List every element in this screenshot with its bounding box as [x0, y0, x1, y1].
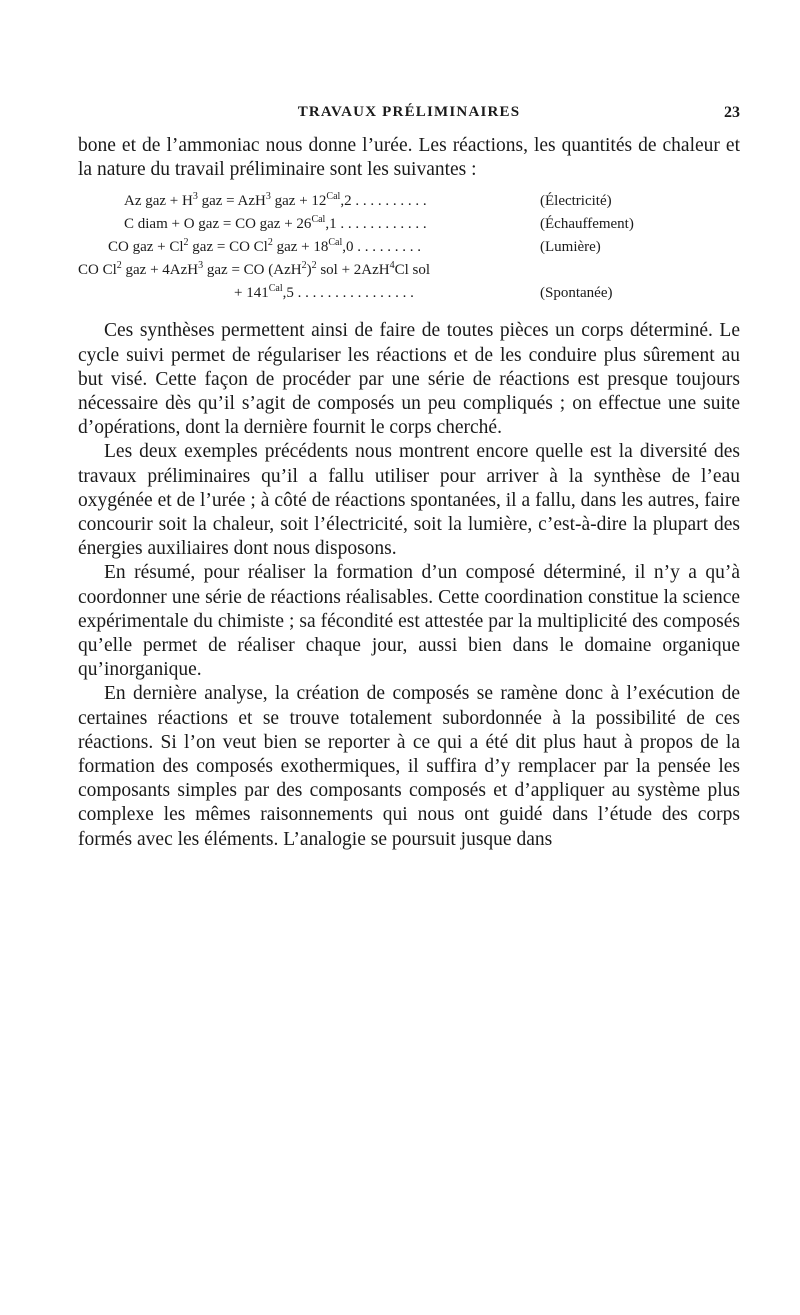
reaction-row: [78, 259, 740, 282]
reaction-row: [78, 213, 740, 236]
page-number: 23: [724, 104, 740, 121]
reaction-energy-label: (Échauffement): [540, 216, 634, 233]
reaction-equation: Az gaz + $H^3$ gaz = AzH$^3$ gaz + $12^{Cal},2$ . . . . . . . . . .: [124, 191, 427, 210]
reaction-row: [78, 190, 740, 213]
reaction-equation: CO Cl$^2$ gaz + 4AzH$^3$ gaz = CO $(AzH^2)^2$ sol + 2AzH$^4$Cl sol: [78, 260, 431, 279]
reaction-list: [78, 190, 740, 305]
reaction-equation: CO gaz + $Cl^2$ gaz = CO Cl$^2$ gaz + $18^{Cal},0$ . . . . . . . . .: [108, 237, 422, 256]
paragraph-5: En dernière analyse, la création de composés se ramène donc à l’exécution de certaines réactions et se trouve totalement subordonnée à la possibilité de ces réactions. Si l’on veut bien se reporter à ce qui a été dit plus haut à propos de la formation des composés exothermiques, il suffira d’y remplacer par la pensée les composants simples par des composants composés et d’appliquer au système plus complexe les mêmes raisonnements qui nous ont guidé dans l’étude des corps formés avec les éléments. L’analogie se poursuit jusque dans: [78, 683, 740, 850]
paragraph-4: En résumé, pour réaliser la formation d’un composé déterminé, il n’y a qu’à coordonner une série de réactions réalisables. Cette coordination constitue la science expérimentale du chimiste ; sa fécondité est attestée par la multiplicité des composés qu’elle permet de réaliser chaque jour, aussi bien dans le domaine organique qu’inorganique.: [78, 562, 740, 681]
page-header: [78, 104, 740, 128]
reaction-energy-label: (Spontanée): [540, 285, 613, 302]
paragraph-2: Ces synthèses permettent ainsi de faire de toutes pièces un corps déterminé. Le cycle suivi permet de régulariser les réactions et de les conduire plus sûrement au but visé. Cette façon de procéder par une série de réactions est presque toujours nécessaire dès qu’il s’agit de composés un peu compliqués ; on effectue une suite d’opérations, dont la dernière fournit le corps cherché.: [78, 320, 740, 439]
reaction-row: [78, 282, 740, 305]
running-title: TRAVAUX PRÉLIMINAIRES: [297, 104, 521, 120]
reaction-energy-label: (Lumière): [540, 239, 601, 256]
paragraph-1: bone et de l’ammoniac nous donne l’urée. Les réactions, les quantités de chaleur et la nature du travail préliminaire sont les suivantes :: [78, 135, 740, 181]
paragraph-3: Les deux exemples précédents nous montrent encore quelle est la diversité des travaux préliminaires qu’il a fallu utiliser pour arriver à la synthèse de l’eau oxygénée et de l’urée ; à côté de réactions spontanées, il a fallu, dans les autres, faire concourir soit la chaleur, soit l’électricité, soit la lumière, c’est-à-dire la plupart des énergies auxiliaires dont nous disposons.: [78, 441, 740, 560]
reaction-equation: C diam + O gaz = CO gaz + $26^{Cal},1$ . . . . . . . . . . . .: [124, 214, 427, 233]
reaction-row: [78, 236, 740, 259]
body-text: [78, 134, 740, 852]
reaction-energy-label: (Électricité): [540, 193, 612, 210]
reaction-equation: + $141^{Cal},5$ . . . . . . . . . . . . . . . .: [234, 283, 414, 302]
